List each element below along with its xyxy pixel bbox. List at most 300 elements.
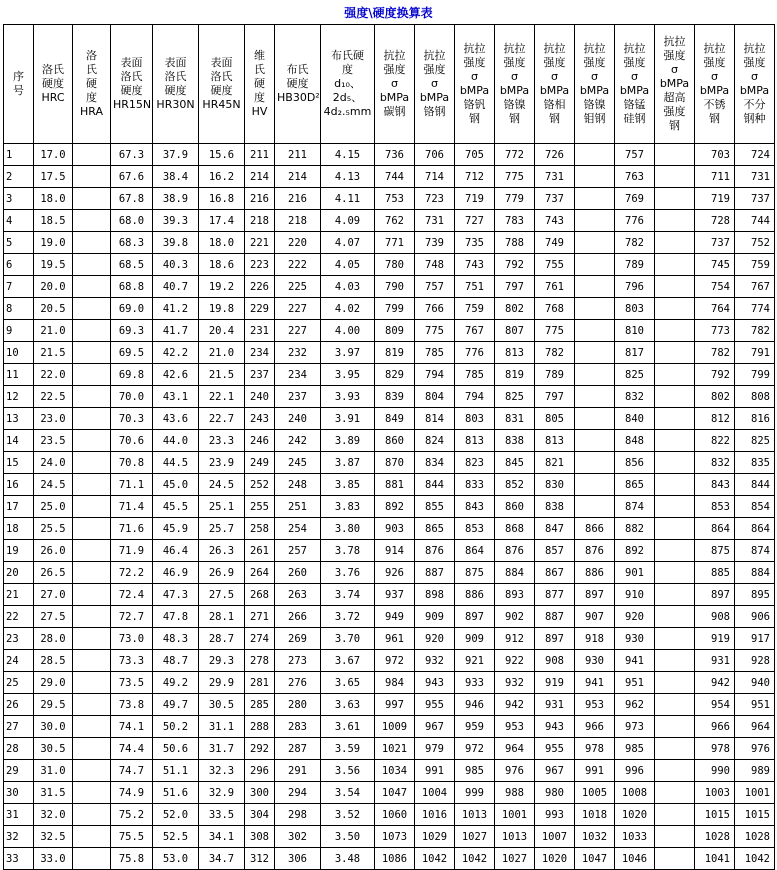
table-cell: 825: [495, 386, 535, 408]
table-row: [4, 782, 775, 804]
table-cell: 832: [615, 386, 655, 408]
table-cell: 4.00: [321, 320, 375, 342]
table-cell: 767: [735, 276, 775, 298]
table-cell: [655, 672, 695, 694]
table-cell: 10: [4, 342, 34, 364]
table-cell: 27.5: [199, 584, 245, 606]
table-cell: 45.0: [153, 474, 199, 496]
table-cell: 753: [375, 188, 415, 210]
table-cell: 52.0: [153, 804, 199, 826]
table-cell: 886: [575, 562, 615, 584]
table-cell: 70.0: [111, 386, 153, 408]
table-cell: 754: [695, 276, 735, 298]
table-cell: 706: [415, 144, 455, 166]
table-cell: 991: [415, 760, 455, 782]
table-cell: [655, 276, 695, 298]
table-cell: 976: [495, 760, 535, 782]
table-cell: 768: [535, 298, 575, 320]
table-cell: 32.0: [34, 804, 73, 826]
table-cell: 28.1: [199, 606, 245, 628]
table-cell: 1029: [415, 826, 455, 848]
table-cell: 70.6: [111, 430, 153, 452]
table-cell: 735: [455, 232, 495, 254]
table-cell: 1003: [695, 782, 735, 804]
table-cell: 73.8: [111, 694, 153, 716]
column-header-line: 洛氏: [120, 70, 143, 83]
column-header: [375, 25, 415, 144]
table-row: [4, 518, 775, 540]
table-cell: 68.8: [111, 276, 153, 298]
table-cell: 737: [695, 232, 735, 254]
column-header-line: 洛氏: [164, 70, 187, 83]
column-header: [275, 25, 321, 144]
table-cell: 814: [415, 408, 455, 430]
table-cell: 933: [455, 672, 495, 694]
table-cell: 255: [245, 496, 275, 518]
column-header-line: σ: [711, 70, 718, 83]
table-cell: 29: [4, 760, 34, 782]
table-cell: 922: [495, 650, 535, 672]
table-cell: 711: [695, 166, 735, 188]
column-header-line: σ: [751, 70, 758, 83]
table-cell: 27.0: [34, 584, 73, 606]
table-cell: [655, 562, 695, 584]
table-cell: 865: [615, 474, 655, 496]
table-cell: [73, 716, 111, 738]
table-cell: 1: [4, 144, 34, 166]
table-row: [4, 188, 775, 210]
table-row: [4, 232, 775, 254]
table-cell: 39.8: [153, 232, 199, 254]
table-cell: 809: [375, 320, 415, 342]
table-cell: 897: [455, 606, 495, 628]
table-cell: 25.5: [34, 518, 73, 540]
table-cell: 43.1: [153, 386, 199, 408]
table-cell: [73, 672, 111, 694]
column-header-line: 碳钢: [383, 105, 406, 118]
table-cell: 67.6: [111, 166, 153, 188]
table-cell: 985: [615, 738, 655, 760]
table-cell: [73, 474, 111, 496]
table-cell: 4: [4, 210, 34, 232]
table-cell: 731: [415, 210, 455, 232]
table-cell: 17.5: [34, 166, 73, 188]
column-header-line: HB30D²: [277, 91, 320, 104]
table-cell: 881: [375, 474, 415, 496]
table-cell: 782: [535, 342, 575, 364]
table-cell: 805: [535, 408, 575, 430]
table-row: [4, 320, 775, 342]
table-cell: [655, 386, 695, 408]
table-cell: 1041: [695, 848, 735, 870]
table-cell: 218: [275, 210, 321, 232]
table-cell: 906: [735, 606, 775, 628]
table-cell: 40.7: [153, 276, 199, 298]
table-cell: 917: [735, 628, 775, 650]
column-header-line: 度: [254, 91, 265, 104]
table-cell: 997: [375, 694, 415, 716]
table-cell: 1028: [735, 826, 775, 848]
table-cell: 874: [735, 540, 775, 562]
table-cell: [73, 452, 111, 474]
column-header-line: 洛: [86, 49, 97, 62]
table-cell: [655, 254, 695, 276]
column-header-line: σ: [551, 70, 558, 83]
table-cell: 45.5: [153, 496, 199, 518]
column-header-line: 抗拉: [743, 42, 766, 55]
table-cell: 43.6: [153, 408, 199, 430]
table-cell: 33.0: [34, 848, 73, 870]
table-cell: 897: [695, 584, 735, 606]
table-cell: 34.7: [199, 848, 245, 870]
table-cell: [655, 716, 695, 738]
table-cell: 25.0: [34, 496, 73, 518]
table-cell: [73, 408, 111, 430]
table-row: [4, 562, 775, 584]
column-header-line: 抗拉: [543, 42, 566, 55]
table-cell: 914: [375, 540, 415, 562]
table-cell: 51.6: [153, 782, 199, 804]
table-cell: 71.9: [111, 540, 153, 562]
table-cell: 16.2: [199, 166, 245, 188]
table-cell: 743: [455, 254, 495, 276]
column-header-line: bMPa: [659, 77, 690, 90]
table-cell: 8: [4, 298, 34, 320]
table-cell: 719: [455, 188, 495, 210]
table-cell: 857: [535, 540, 575, 562]
table-cell: 48.3: [153, 628, 199, 650]
table-cell: 1028: [695, 826, 735, 848]
table-cell: 919: [695, 628, 735, 650]
table-cell: 75.8: [111, 848, 153, 870]
table-cell: 919: [535, 672, 575, 694]
table-cell: 909: [455, 628, 495, 650]
table-cell: 27: [4, 716, 34, 738]
column-header-line: 硅钢: [623, 112, 646, 125]
table-cell: 973: [615, 716, 655, 738]
column-header-line: 硬度: [164, 84, 187, 97]
table-cell: 1020: [535, 848, 575, 870]
table-cell: [655, 738, 695, 760]
table-cell: 31.1: [199, 716, 245, 738]
table-cell: [73, 826, 111, 848]
table-cell: 22.1: [199, 386, 245, 408]
table-cell: 296: [245, 760, 275, 782]
table-cell: 18.6: [199, 254, 245, 276]
table-cell: 989: [735, 760, 775, 782]
table-cell: 3.91: [321, 408, 375, 430]
table-cell: 949: [375, 606, 415, 628]
table-cell: 280: [275, 694, 321, 716]
table-cell: 48.7: [153, 650, 199, 672]
table-cell: 955: [415, 694, 455, 716]
table-cell: 42.2: [153, 342, 199, 364]
table-cell: 785: [455, 364, 495, 386]
table-cell: 930: [615, 628, 655, 650]
table-row: [4, 826, 775, 848]
table-cell: 907: [575, 606, 615, 628]
table-cell: 20.4: [199, 320, 245, 342]
table-cell: 20.5: [34, 298, 73, 320]
table-cell: [575, 452, 615, 474]
column-header-line: 钢: [709, 112, 720, 125]
table-cell: 252: [245, 474, 275, 496]
column-header: [153, 25, 199, 144]
table-cell: 2: [4, 166, 34, 188]
table-cell: 22: [4, 606, 34, 628]
table-cell: [575, 210, 615, 232]
table-cell: [575, 166, 615, 188]
table-row: [4, 584, 775, 606]
table-cell: 887: [535, 606, 575, 628]
table-cell: 69.0: [111, 298, 153, 320]
table-cell: [655, 540, 695, 562]
table-cell: 1021: [375, 738, 415, 760]
table-cell: [575, 474, 615, 496]
table-cell: 771: [375, 232, 415, 254]
table-cell: 874: [615, 496, 655, 518]
table-cell: 17.4: [199, 210, 245, 232]
table-cell: 845: [495, 452, 535, 474]
table-cell: 796: [615, 276, 655, 298]
table-cell: [655, 188, 695, 210]
table-cell: 67.8: [111, 188, 153, 210]
column-header-line: 强度: [423, 63, 446, 76]
table-cell: 49.7: [153, 694, 199, 716]
table-cell: 744: [735, 210, 775, 232]
table-cell: 966: [575, 716, 615, 738]
table-cell: 276: [275, 672, 321, 694]
column-header-line: HRC: [41, 91, 65, 104]
table-cell: 821: [535, 452, 575, 474]
table-cell: 719: [695, 188, 735, 210]
table-cell: 72.4: [111, 584, 153, 606]
table-cell: 237: [245, 364, 275, 386]
table-cell: 3.80: [321, 518, 375, 540]
table-cell: 941: [575, 672, 615, 694]
table-cell: 28.7: [199, 628, 245, 650]
table-cell: 20: [4, 562, 34, 584]
table-cell: 808: [735, 386, 775, 408]
table-cell: 780: [375, 254, 415, 276]
table-cell: 71.6: [111, 518, 153, 540]
table-cell: 849: [375, 408, 415, 430]
table-cell: [655, 364, 695, 386]
table-cell: [575, 496, 615, 518]
table-cell: 912: [495, 628, 535, 650]
table-cell: 40.3: [153, 254, 199, 276]
table-cell: 75.5: [111, 826, 153, 848]
column-header-line: 表面: [120, 56, 143, 69]
table-cell: [655, 628, 695, 650]
conversion-table-container: [3, 24, 775, 870]
table-cell: 757: [615, 144, 655, 166]
column-header-line: σ: [391, 77, 398, 90]
table-cell: 978: [695, 738, 735, 760]
table-cell: 866: [575, 518, 615, 540]
table-cell: 226: [245, 276, 275, 298]
column-header-line: 强度: [383, 63, 406, 76]
table-cell: 29.9: [199, 672, 245, 694]
table-cell: 745: [695, 254, 735, 276]
table-cell: [655, 452, 695, 474]
table-cell: 1013: [455, 804, 495, 826]
table-cell: 42.6: [153, 364, 199, 386]
table-cell: 727: [455, 210, 495, 232]
column-header-line: 4d₂.₅mm: [323, 105, 372, 118]
table-cell: 4.15: [321, 144, 375, 166]
table-cell: 306: [275, 848, 321, 870]
table-cell: 23: [4, 628, 34, 650]
table-cell: 281: [245, 672, 275, 694]
column-header-line: 强度: [743, 56, 766, 69]
column-header-line: 度: [342, 63, 353, 76]
column-header: [73, 25, 111, 144]
table-cell: 703: [695, 144, 735, 166]
column-header-line: σ: [631, 70, 638, 83]
table-cell: 3.59: [321, 738, 375, 760]
table-row: [4, 606, 775, 628]
table-cell: 835: [735, 452, 775, 474]
table-cell: [655, 584, 695, 606]
table-cell: 249: [245, 452, 275, 474]
table-row: [4, 738, 775, 760]
column-header-line: bMPa: [539, 84, 570, 97]
table-cell: 803: [455, 408, 495, 430]
table-cell: 304: [245, 804, 275, 826]
table-cell: [655, 848, 695, 870]
table-cell: [575, 430, 615, 452]
table-cell: 74.1: [111, 716, 153, 738]
table-cell: 24.5: [34, 474, 73, 496]
table-cell: 25: [4, 672, 34, 694]
table-cell: [73, 386, 111, 408]
table-cell: [73, 320, 111, 342]
column-header-line: 序: [13, 70, 24, 83]
table-cell: 712: [455, 166, 495, 188]
table-cell: 743: [535, 210, 575, 232]
table-cell: [655, 232, 695, 254]
column-header-line: 抗拉: [583, 42, 606, 55]
column-header-line: 2d₅、: [332, 91, 363, 104]
table-cell: 942: [695, 672, 735, 694]
column-header-line: 强度: [503, 56, 526, 69]
table-cell: 897: [535, 628, 575, 650]
table-cell: 761: [535, 276, 575, 298]
table-cell: 31.0: [34, 760, 73, 782]
table-cell: 221: [245, 232, 275, 254]
table-cell: 794: [455, 386, 495, 408]
column-header-line: 抗拉: [383, 49, 406, 62]
column-header-line: 抗拉: [663, 35, 686, 48]
table-cell: 817: [615, 342, 655, 364]
table-cell: 752: [735, 232, 775, 254]
column-header-line: σ: [511, 70, 518, 83]
column-header-line: d₁₀、: [334, 77, 361, 90]
table-cell: 972: [375, 650, 415, 672]
table-cell: 884: [495, 562, 535, 584]
table-cell: 782: [695, 342, 735, 364]
column-header: [34, 25, 73, 144]
table-row: [4, 276, 775, 298]
table-cell: 19.8: [199, 298, 245, 320]
table-cell: 283: [275, 716, 321, 738]
table-cell: 901: [615, 562, 655, 584]
table-cell: 797: [535, 386, 575, 408]
column-header-line: 抗拉: [623, 42, 646, 55]
table-cell: 3.56: [321, 760, 375, 782]
table-cell: 3.97: [321, 342, 375, 364]
table-cell: 895: [735, 584, 775, 606]
table-cell: 263: [275, 584, 321, 606]
table-cell: 3.61: [321, 716, 375, 738]
table-cell: 783: [495, 210, 535, 232]
table-cell: 855: [415, 496, 455, 518]
column-header: [615, 25, 655, 144]
table-cell: 751: [455, 276, 495, 298]
table-cell: 231: [245, 320, 275, 342]
column-header-line: bMPa: [379, 91, 410, 104]
table-cell: 220: [275, 232, 321, 254]
table-cell: 731: [735, 166, 775, 188]
table-cell: [655, 650, 695, 672]
table-cell: [575, 254, 615, 276]
table-cell: 73.5: [111, 672, 153, 694]
table-cell: 6: [4, 254, 34, 276]
table-cell: 926: [375, 562, 415, 584]
table-cell: 45.9: [153, 518, 199, 540]
table-cell: 921: [455, 650, 495, 672]
table-cell: 870: [375, 452, 415, 474]
table-cell: [575, 408, 615, 430]
column-header-line: 强度: [663, 105, 686, 118]
column-header-line: 布氏: [286, 63, 309, 76]
table-cell: 951: [735, 694, 775, 716]
table-cell: 24.0: [34, 452, 73, 474]
column-header-line: 抗拉: [703, 42, 726, 55]
table-cell: [73, 276, 111, 298]
table-cell: 1060: [375, 804, 415, 826]
table-cell: 227: [275, 320, 321, 342]
table-cell: 23.3: [199, 430, 245, 452]
table-cell: 1016: [415, 804, 455, 826]
table-cell: 69.3: [111, 320, 153, 342]
table-cell: 972: [455, 738, 495, 760]
table-cell: 1027: [455, 826, 495, 848]
column-header-line: 硬度: [210, 84, 233, 97]
table-cell: 3.52: [321, 804, 375, 826]
table-cell: 17: [4, 496, 34, 518]
table-cell: 46.4: [153, 540, 199, 562]
table-cell: [655, 320, 695, 342]
table-cell: 908: [535, 650, 575, 672]
table-cell: [73, 254, 111, 276]
table-cell: 22.5: [34, 386, 73, 408]
table-cell: 844: [415, 474, 455, 496]
table-cell: 218: [245, 210, 275, 232]
table-cell: 30: [4, 782, 34, 804]
table-cell: 1004: [415, 782, 455, 804]
table-cell: 984: [375, 672, 415, 694]
table-row: [4, 452, 775, 474]
table-cell: 764: [695, 298, 735, 320]
table-row: [4, 342, 775, 364]
table-cell: [73, 584, 111, 606]
table-cell: 3.87: [321, 452, 375, 474]
table-cell: 875: [455, 562, 495, 584]
table-cell: 759: [455, 298, 495, 320]
table-cell: 876: [575, 540, 615, 562]
